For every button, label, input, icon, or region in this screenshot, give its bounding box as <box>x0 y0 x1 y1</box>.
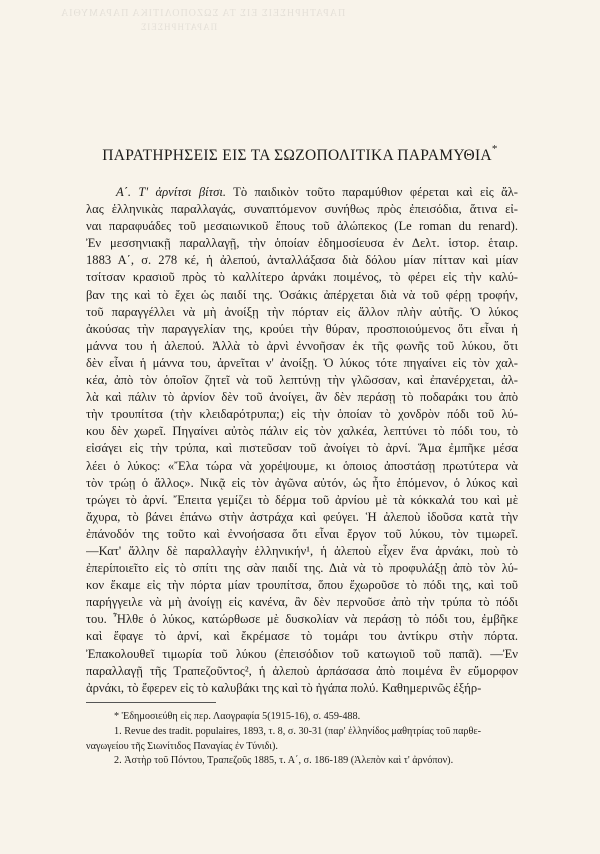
body-line: κον ἔκαμε εἰς τὴν πόρτα μίαν τρουπίτσα, ὅπου ἔχωροῦσε τὸ πόδι της, καὶ τοῦ <box>86 578 518 593</box>
body-line: τὸν τρώῃ ὁ ἄλλος». Νικᾷ εἰς τὸν ἀγῶνα αὐτόν, ὡς ἦτο ἑπόμενον, ὁ λύκος καὶ <box>86 475 518 490</box>
body-line: ἀκούσας τὴν παραγγελίαν της, κρούει τὴν θύραν, προσποιούμενος ὅτι εἶναι ἡ <box>86 321 518 336</box>
footnote-line: 2. Ἀστὴρ τοῦ Πόντου, Τραπεζοῦς 1885, τ. Α΄, σ. 186-189 (Ἀλεπὸν καὶ τ' ἀρνόπον). <box>114 755 454 767</box>
body-line: ἄχυρα, τὸ βάνει ἐπάνω στὴν ἀστράχα καὶ φεύγει. Ἡ ἀλεποὺ ἰδοῦσα κατὰ τὴν <box>86 509 518 524</box>
body-line: τὴν τρουπίτσα (τὴν κλειδαρότρυπα;) εἰς τὴν ὁποίαν τὸ χονδρὸν πόδι τοῦ λύ- <box>86 407 518 422</box>
footnote-line: ναγωγείου τῆς Σιωνίτιδος Παναγίας ἐν Τύνιδι). <box>86 740 278 752</box>
body-line: λὰ καὶ πάλιν τὸ ἀρνίον δὲν τοῦ ἀνοίγει, ἂν δὲν περάσῃ τὸ ποδαράκι του ἀπὸ <box>86 390 518 405</box>
body-line: δὲν εἶναι ἡ μάννα του, ἀρνεῖται ν' ἀνοίξῃ. Ὁ λύκος τότε πηγαίνει εἰς τὸν χαλ- <box>86 355 518 370</box>
body-line: βαν της καὶ τὸ ἔχει ὡς παιδί της. Ὁσάκις ἀπέρχεται διὰ νὰ τοῦ φέρῃ τροφήν, <box>86 287 518 302</box>
body-line: Ἐν μεσσηνιακῇ παραλλαγῇ, τὴν ὁποίαν ἐδημοσίευσα ἐν Δελτ. ἱστορ. ἑταιρ. <box>86 236 518 251</box>
body-line: ἐπερίποιεῖτο εἰς τὸ σπίτι της σὰν παιδί της. Διὰ νὰ τὸ προφυλάξῃ ἀπὸ τὸν λύ- <box>86 561 518 576</box>
ghost-header-line-1: ΠΑΡΑΤΗΡΗΣΕΙΣ ΕΙΣ ΤΑ ΣΩΖΟΠΟΛΙΤΙΚΑ ΠΑΡΑΜΥΘΙΑ <box>60 8 346 19</box>
body-line: ἐπάνοδόν της τοῦτο καὶ ἐννοήσασα ὅτι εἶναι ἔργον τοῦ λύκου, τὸν τιμωρεῖ. <box>86 526 518 541</box>
body-line: εἰσάγει εἰς τὴν τρύπα, καὶ πιστεῦσαν τοῦ ἀνοίγει τὸ ἀρνί. Ἅμα ἐμπῆκε μέσα <box>86 441 518 456</box>
body-line: τσίτσαν κρασιοῦ πρὸς τὸ καλλίτερο ἀρνάκι ποιμένος, τὸ φέρει εἰς τὴν καλύ- <box>86 270 518 285</box>
body-line-text: Τὸ παιδικὸν τοῦτο παραμύθιον φέρεται καὶ εἰς ἄλ- <box>226 185 518 199</box>
body-line: κέα, ἀπὸ τὸν ὁποῖον ζητεῖ νὰ τοῦ λεπτύνῃ τὴν γλῶσσαν, καὶ ἐπανέρχεται, ἀλ- <box>86 373 518 388</box>
article-title-text: ΠΑΡΑΤΗΡΗΣΕΙΣ ΕΙΣ ΤΑ ΣΩΖΟΠΟΛΙΤΙΚΑ ΠΑΡΑΜΥΘΙΑ <box>102 147 492 165</box>
body-line: Ἐπακολουθεῖ τιμωρία τοῦ λύκου (ἐπεισόδιον τοῦ κατωγιοῦ τοῦ παπᾶ). —Ἐν <box>86 646 518 661</box>
body-line: ναι παραφυάδες τοῦ μεσαιωνικοῦ ἔπους τοῦ ἀλώπεκος (Le roman du renard). <box>86 219 518 234</box>
ghost-header-line-2: ΠΑΡΑΤΗΡΗΣΕΙΣ <box>140 22 218 32</box>
body-line: κου δὲν χωρεῖ. Πηγαίνει αὐτὸς πάλιν εἰς τὸν χαλκέα, λεπτύνει τὸ πόδι του, τὸ <box>86 424 518 439</box>
title-footnote-mark: * <box>491 143 498 155</box>
body-line: 1883 Α΄, σ. 278 κέ, ἡ ἀλεπού, ἀνταλλάξασα διὰ δόλου μίαν πίτταν καὶ μίαν <box>86 253 518 268</box>
section-label: Α΄. Τ' ἀρνίτσι βίτσι. <box>116 185 226 199</box>
body-line: —Κατ' ἄλλην δὲ παραλλαγὴν ἑλληνικήν¹, ἡ ἀλεποὺ εἶχεν ἕνα ἀρνάκι, ποὺ τὸ <box>86 543 518 558</box>
body-line: παραλλαγῇ τῆς Τραπεζοῦντος², ἡ ἀλεποὺ ἁρπάσασα ἀπὸ ποιμένα ἓν εὔμορφον <box>86 663 518 678</box>
body-line: ἀρνάκι, τὸ ἔφερεν εἰς τὸ καλυβάκι της καὶ τὸ ἠγάπα πολύ. Καθημερινῶς ἐξήρ- <box>86 680 482 695</box>
footnote-line: 1. Revue des tradit. populaires, 1893, τ. 8, σ. 30-31 (παρ' ἑλληνίδος μαθητρίας τοῦ παρθε- <box>114 725 482 737</box>
body-line: του. Ἦλθε ὁ λύκος, κατώρθωσε μὲ δυσκολίαν νὰ περάσῃ τὸ πόδι του, ἐμβῆκε <box>86 612 518 627</box>
body-line: τοῦ παραγγέλλει νὰ μὴ ἀνοίξῃ τὴν πόρταν εἰς ἄλλον πλὴν αὐτῆς. Ὁ λύκος <box>86 304 518 319</box>
article-body <box>86 184 518 697</box>
footnote-line: * Ἐδημοσιεύθη εἰς περ. Λαογραφία 5(1915-16), σ. 459-488. <box>114 711 361 722</box>
body-line: τρώγει τὸ ἀρνί. Ἔπειτα γεμίζει τὸ δέρμα τοῦ ἀρνίου μὲ τὰ κόκκαλά του καὶ μὲ <box>86 492 518 507</box>
footnote-rule <box>86 702 216 703</box>
body-line <box>86 184 518 201</box>
body-line: καὶ ἔφαγε τὸ ἀρνί, καὶ ἔκρέμασε τὸ τομάρι του ἀντίκρυ στὴν πόρτα. <box>86 629 518 644</box>
bleed-through-header <box>60 8 560 48</box>
body-line: μάννα του ἡ ἀλεπού. Ἀλλὰ τὸ ἀρνὶ ἐννοῆσαν ἐκ τῆς φωνῆς τοῦ λύκου, ὅτι <box>86 338 518 353</box>
footnotes <box>86 710 518 769</box>
body-line: λέει ὁ λύκος: «Ἔλα τώρα νὰ χορέψουμε, κι ὁποιος ἀποστάσῃ πρωτύτερα νὰ <box>86 458 518 473</box>
article-title <box>0 145 600 165</box>
body-line: παρήγγειλε νὰ μὴ ἀνοίγῃ εἰς κανένα, ἂν δὲν περνοῦσε ἀπὸ τὴν τρύπα τὸ πόδι <box>86 595 518 610</box>
body-line: λας ἑλληνικὰς παραλλαγάς, συναπτόμενον συνήθως πρὸς ἐπεισόδια, ἅτινα εἰ- <box>86 202 518 217</box>
